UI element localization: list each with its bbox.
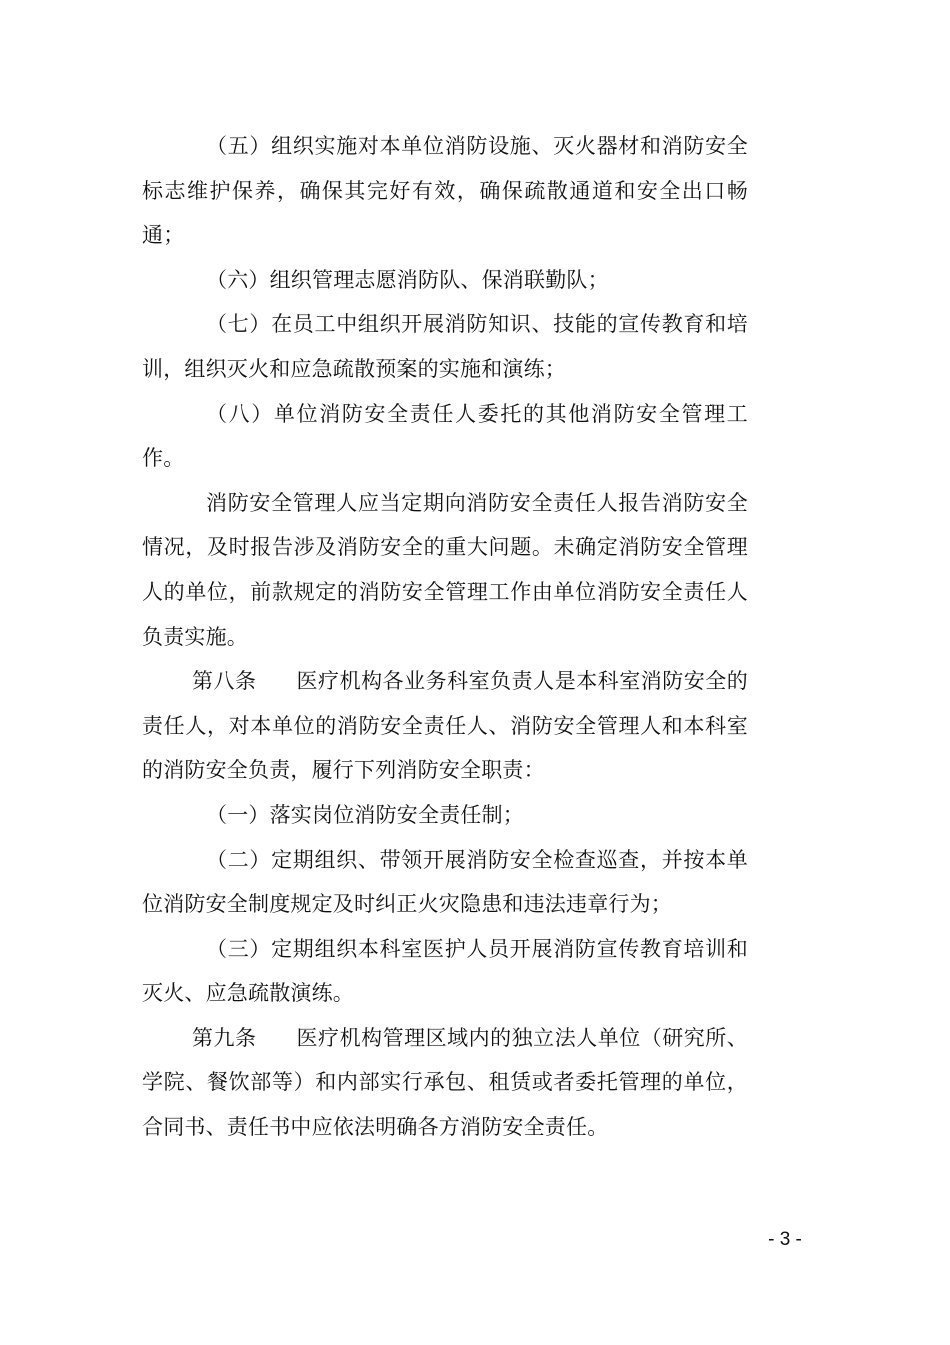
article-9 <box>142 1016 748 1150</box>
document-body <box>142 124 748 1150</box>
article-8-item-2: （二）定期组织、带领开展消防安全检查巡查，并按本单位消防安全制度规定及时纠正火灾隐患和违法违章行为； <box>142 847 748 917</box>
article-9-number: 第九条 <box>192 1025 257 1050</box>
article-9-text: 医疗机构管理区域内的独立法人单位（研究所、学院、餐饮部等）和内部实行承包、租赁或者委托管理的单位，合同书、责任书中应依法明确各方消防安全责任。 <box>142 1025 748 1140</box>
paragraph-reporting: 消防安全管理人应当定期向消防安全责任人报告消防安全情况，及时报告涉及消防安全的重大问题。未确定消防安全管理人的单位，前款规定的消防安全管理工作由单位消防安全责任人负责实施。 <box>142 490 748 649</box>
article-8-item-1: （一）落实岗位消防安全责任制； <box>206 802 524 827</box>
paragraph-item-6: （六）组织管理志愿消防队、保消联勤队； <box>206 267 609 292</box>
paragraph-item-5: （五）组织实施对本单位消防设施、灭火器材和消防安全标志维护保养，确保其完好有效，确保疏散通道和安全出口畅通； <box>142 134 748 248</box>
paragraph-item-7: （七）在员工中组织开展消防知识、技能的宣传教育和培训，组织灭火和应急疏散预案的实施和演练； <box>142 312 748 381</box>
page-number: - 3 - <box>768 1229 802 1250</box>
paragraph-item-8: （八）单位消防安全责任人委托的其他消防安全管理工作。 <box>142 401 748 471</box>
article-8 <box>142 659 748 793</box>
article-8-number: 第八条 <box>192 669 257 694</box>
article-8-item-3: （三）定期组织本科室医护人员开展消防宣传教育培训和灭火、应急疏散演练。 <box>142 936 748 1006</box>
article-8-text: 医疗机构各业务科室负责人是本科室消防安全的责任人，对本单位的消防安全责任人、消防安全管理人和本科室的消防安全负责，履行下列消防安全职责： <box>142 669 748 783</box>
